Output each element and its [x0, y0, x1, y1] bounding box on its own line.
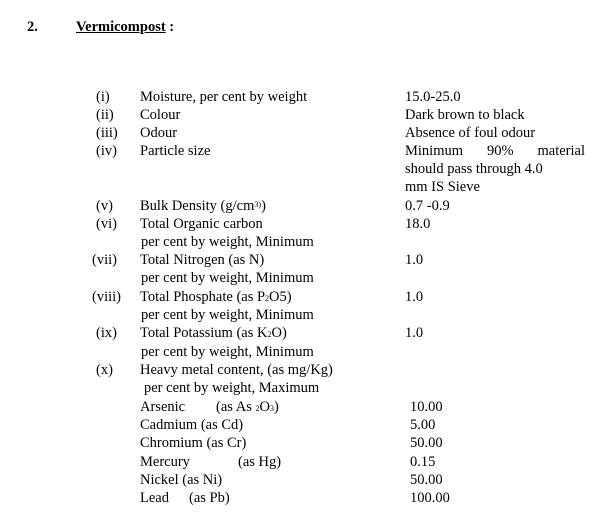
- item-label-pre: Total Potassium (as K: [140, 325, 268, 341]
- item-label: [140, 288, 292, 306]
- section-title: [76, 18, 174, 36]
- item-number: (i): [96, 89, 110, 105]
- metal-symbol: [216, 398, 279, 416]
- item-label: Moisture, per cent by weight: [140, 89, 308, 105]
- item-value: 18.0: [405, 216, 431, 232]
- item-label: [140, 197, 266, 215]
- item-label: Total Nitrogen (as N): [140, 252, 265, 268]
- item-label-post: O): [271, 325, 287, 341]
- item-label: Odour: [140, 125, 178, 141]
- metal-value: 100.00: [410, 490, 450, 506]
- item-number: (x): [96, 362, 113, 378]
- item-value: 1.0: [405, 289, 424, 305]
- section-number: 2.: [27, 19, 38, 35]
- metal-name: Mercury: [140, 454, 190, 470]
- metal-symbol-pre: (as As: [216, 399, 256, 415]
- metal-symbol-sub2: 3: [269, 404, 274, 413]
- item-label: Colour: [140, 107, 181, 123]
- item-number: (iii): [96, 125, 118, 141]
- item-label-text: Bulk Density (g/cm: [140, 198, 255, 214]
- item-number: (iv): [96, 143, 117, 159]
- item-value: 1.0: [405, 325, 424, 341]
- item-value: 1.0: [405, 252, 424, 268]
- item-value: 0.7 -0.9: [405, 198, 450, 214]
- metal-value: 5.00: [410, 417, 436, 433]
- metal-name: Lead: [140, 490, 169, 506]
- item-number: (vii): [92, 252, 117, 268]
- item-label: [140, 324, 287, 342]
- item-value: Minimum 90% material should pass through 4.0: [405, 143, 585, 177]
- metal-name: Arsenic: [140, 399, 186, 415]
- metal-symbol-end: ): [273, 399, 279, 415]
- metal-name: Cadmium (as Cd): [140, 417, 244, 433]
- item-label-line2: per cent by weight, Minimum: [141, 270, 314, 286]
- item-label-line2: per cent by weight, Minimum: [141, 234, 314, 250]
- item-value: Dark brown to black: [405, 107, 525, 123]
- item-label-line2: per cent by weight, Minimum: [141, 344, 314, 360]
- item-number: (ix): [96, 325, 117, 341]
- item-label-line2: per cent by weight, Maximum: [144, 380, 320, 396]
- metal-value: 50.00: [410, 472, 443, 488]
- item-label: Heavy metal content, (as mg/Kg): [140, 362, 333, 378]
- metal-symbol: (as Hg): [238, 454, 282, 470]
- item-number: (vi): [96, 216, 117, 232]
- section-title-text: Vermicompost: [76, 19, 166, 35]
- item-value-continued: mm IS Sieve: [405, 179, 480, 195]
- item-label-sub: 2: [265, 294, 270, 303]
- metal-name: Nickel (as Ni): [140, 472, 223, 488]
- metal-symbol-sub: 2: [255, 404, 260, 413]
- metal-value: 10.00: [410, 399, 443, 415]
- item-label-post: O5): [269, 289, 292, 305]
- item-label-sub: 2: [267, 330, 272, 339]
- metal-value: 0.15: [410, 454, 436, 470]
- metal-symbol-post: O: [259, 399, 270, 415]
- metal-value: 50.00: [410, 435, 443, 451]
- item-label: Total Organic carbon: [140, 216, 263, 232]
- item-number: (viii): [92, 289, 121, 305]
- item-label-sup: 3): [254, 200, 262, 209]
- item-label-end: ): [261, 198, 266, 214]
- item-value: 15.0-25.0: [405, 89, 461, 105]
- item-label-line2: per cent by weight, Minimum: [141, 307, 314, 323]
- section-title-suffix: :: [165, 19, 175, 35]
- item-value: Absence of foul odour: [405, 125, 536, 141]
- item-label: Particle size: [140, 143, 211, 159]
- item-number: (v): [96, 198, 113, 214]
- metal-name: Chromium (as Cr): [140, 435, 247, 451]
- item-label-pre: Total Phosphate (as P: [140, 289, 266, 305]
- item-number: (ii): [96, 107, 114, 123]
- metal-symbol: (as Pb): [189, 490, 230, 506]
